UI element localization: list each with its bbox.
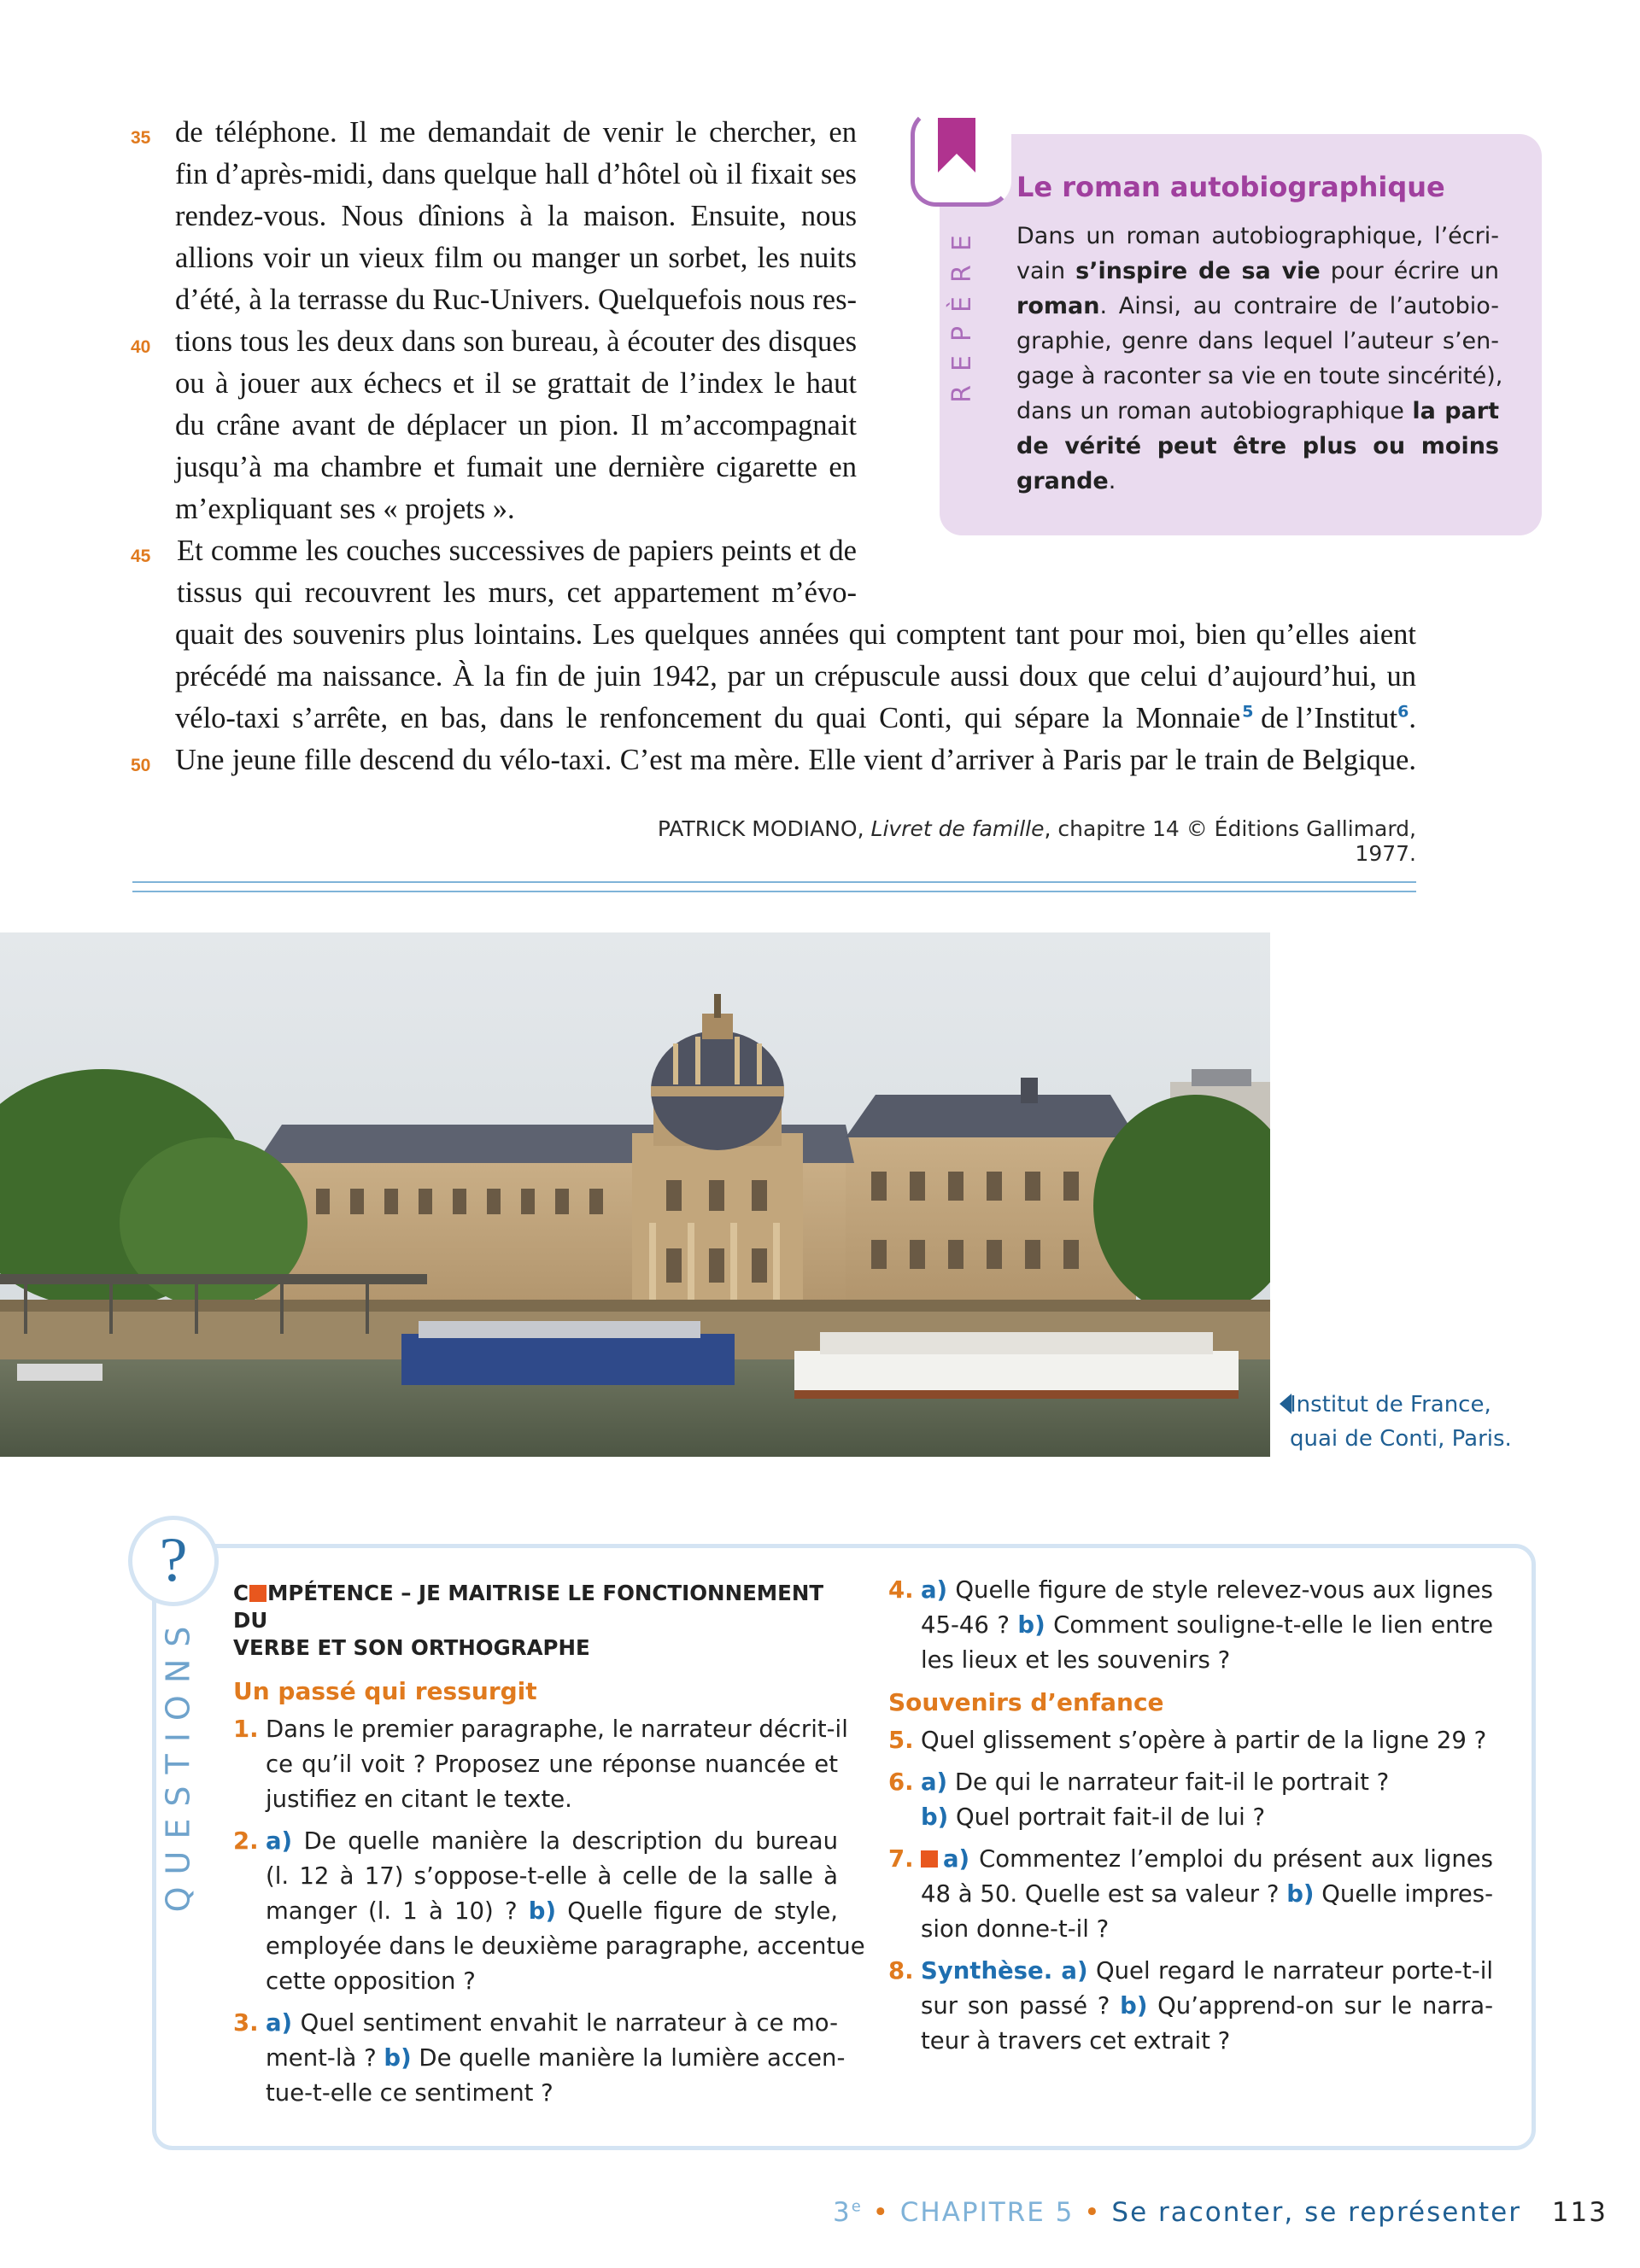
question-line: ce qu’il voit ? Proposez une réponse nuancée et xyxy=(266,1751,838,1778)
repere-emphasis: de vérité peut être plus ou moins xyxy=(1016,433,1499,459)
question-number: 6. xyxy=(888,1768,914,1796)
extract-line: précédé ma naissance. À la fin de juin 1942, par un crépuscule aussi doux que celui d’aujourd’hui, un xyxy=(175,660,1416,693)
competence-text: C xyxy=(233,1581,249,1605)
question-text: Quel portrait fait-il de lui ? xyxy=(948,1803,1266,1831)
question-line: Quel glissement s’opère à partir de la ligne 29 ? xyxy=(921,1727,1487,1754)
question-number: 7. xyxy=(888,1845,914,1873)
question-line xyxy=(921,1842,1493,1877)
divider-rule xyxy=(132,881,1416,883)
repere-text-part: . Ainsi, au contraire de l’autobio- xyxy=(1099,293,1499,319)
repere-emphasis: s’inspire de sa vie xyxy=(1075,258,1321,284)
repere-emphasis: roman xyxy=(1016,293,1100,319)
sub-question-letter: a) xyxy=(266,2009,293,2037)
extract-line-part: vélo-taxi s’arrête, en bas, dans le renfoncement du quai Conti, qui sépare la Monnaie xyxy=(175,702,1241,734)
question-text: Quelle figure de style, xyxy=(556,1897,838,1925)
question-text: De qui le narrateur fait-il le portrait ? xyxy=(947,1768,1390,1796)
question-text: Commentez l’emploi du présent aux lignes xyxy=(969,1845,1493,1873)
extract-line-tail xyxy=(1242,702,1416,735)
question-text: sur son passé ? xyxy=(921,1992,1121,2020)
question-line: justifiez en citant le texte. xyxy=(266,1786,572,1813)
questions-left-column xyxy=(233,1580,865,2118)
sub-question-letter: b) xyxy=(384,2044,412,2072)
question-line xyxy=(921,1608,1493,1643)
question-number: 1. xyxy=(233,1716,259,1743)
footnote-ref[interactable]: 5 xyxy=(1242,702,1254,722)
competence-text: VERBE ET SON ORTHOGRAPHE xyxy=(233,1635,590,1660)
question-number: 4. xyxy=(888,1576,914,1604)
question-text: Quelle figure de style relevez-vous aux lignes xyxy=(947,1576,1493,1604)
extract-line: tions tous les deux dans son bureau, à écouter des disques xyxy=(175,325,857,358)
competence-square-icon xyxy=(921,1850,938,1868)
extract-line: jusqu’à ma chambre et fumait une dernière cigarette en xyxy=(175,451,857,483)
repere-text-part: vain xyxy=(1016,258,1076,284)
sub-question-letter: b) xyxy=(1286,1880,1315,1908)
extract-line: de téléphone. Il me demandait de venir le chercher, en xyxy=(175,116,857,149)
source-credit xyxy=(598,816,1416,866)
question-line: Dans le premier paragraphe, le narrateur décrit-il xyxy=(266,1716,848,1743)
extract-line-part: . xyxy=(1409,702,1416,734)
footer-level-num: 3 xyxy=(832,2197,852,2228)
line-number: 40 xyxy=(131,337,151,357)
footnote-ref[interactable]: 6 xyxy=(1397,702,1409,722)
footer-bullet: • xyxy=(1084,2197,1112,2228)
competence-text: MPÉTENCE – JE MAITRISE LE FONCTIONNEMENT DU xyxy=(233,1581,824,1633)
sub-question-letter: a) xyxy=(266,1827,293,1855)
competence-heading xyxy=(233,1580,838,1662)
caption-line: quai de Conti, Paris. xyxy=(1290,1426,1512,1452)
bookmark-icon xyxy=(938,118,975,172)
line-number: 50 xyxy=(131,756,151,775)
page-number: 113 xyxy=(1551,2197,1608,2228)
question-line: teur à travers cet extrait ? xyxy=(921,2027,1231,2055)
question-line: tue-t-elle ce sentiment ? xyxy=(266,2079,554,2107)
question-text: Quelle impres- xyxy=(1314,1880,1493,1908)
section-heading: Un passé qui ressurgit xyxy=(233,1677,537,1705)
repere-emphasis: grande xyxy=(1016,468,1109,494)
question-line xyxy=(921,1989,1493,2024)
sub-question-letter: a) xyxy=(921,1576,948,1604)
extract-line: fin d’après-midi, dans quelque hall d’hôtel où il fixait ses xyxy=(175,158,857,190)
question-text: Quel sentiment envahit le narrateur à ce mo- xyxy=(292,2009,838,2037)
photo-caption xyxy=(1290,1388,1512,1456)
credit-rest: , chapitre 14 © Éditions Gallimard, 1977. xyxy=(1044,816,1416,866)
question-text: Qu’apprend-on sur le narra- xyxy=(1147,1992,1493,2020)
question-8 xyxy=(888,1954,1493,2059)
institut-de-france-photo xyxy=(0,932,1270,1457)
question-line xyxy=(266,2041,846,2076)
repere-emphasis: la part xyxy=(1412,398,1499,424)
divider-rule xyxy=(132,891,1416,892)
extract-line: du crâne avant de déplacer un pion. Il m’accompagnait xyxy=(175,409,857,441)
repere-line xyxy=(1016,289,1499,324)
question-line xyxy=(266,2006,838,2041)
question-1 xyxy=(233,1712,848,1817)
question-line: cette opposition ? xyxy=(266,1967,476,1995)
question-line xyxy=(921,1800,1493,1835)
repere-vertical-label xyxy=(946,213,977,410)
caption-line: Institut de France, xyxy=(1290,1392,1491,1418)
question-text: 45-46 ? xyxy=(921,1611,1018,1639)
repere-line xyxy=(1016,394,1499,429)
question-line: employée dans le deuxième paragraphe, accentue xyxy=(266,1932,865,1960)
line-number: 35 xyxy=(131,128,151,148)
questions-label: QUESTIONS xyxy=(159,1614,197,1913)
footer-bullet: • xyxy=(872,2197,900,2228)
question-text: De quelle manière la lumière accen- xyxy=(411,2044,846,2072)
footer-chapter: CHAPITRE 5 xyxy=(899,2197,1075,2228)
question-text: De quelle manière la description du bureau xyxy=(292,1827,838,1855)
question-line xyxy=(921,1954,1493,1989)
sub-question-letter: b) xyxy=(1120,1992,1148,2020)
question-7 xyxy=(888,1842,1493,1947)
repere-line xyxy=(1016,254,1499,289)
questions-right-column xyxy=(888,1573,1493,2066)
page-footer xyxy=(833,2197,1608,2228)
sub-question-letter: a) xyxy=(921,1768,948,1796)
questions-vertical-label xyxy=(156,1605,199,1921)
extract-line-part: de l’Institut xyxy=(1253,702,1398,734)
question-line xyxy=(921,1877,1493,1912)
repere-line xyxy=(1016,464,1499,499)
question-line xyxy=(921,1573,1493,1608)
question-line: les lieux et les souvenirs ? xyxy=(921,1646,1231,1674)
line-number: 45 xyxy=(131,547,151,566)
credit-title: Livret de famille xyxy=(870,816,1045,841)
repere-line: gage à raconter sa vie en toute sincérité), xyxy=(1016,363,1503,389)
question-text: 48 à 50. Quelle est sa valeur ? xyxy=(921,1880,1287,1908)
question-text: Quel regard le narrateur porte-t-il xyxy=(1087,1957,1493,1984)
footer-chapter-title: Se raconter, se représenter xyxy=(1111,2197,1521,2228)
question-number: 2. xyxy=(233,1827,259,1855)
extract-line: m’expliquant ses « projets ». xyxy=(175,493,515,525)
extract-line xyxy=(175,702,1416,735)
sub-question-letter: a) xyxy=(943,1845,970,1873)
extract-line: allions voir un vieux film ou manger un sorbet, les nuits xyxy=(175,242,857,274)
question-number: 3. xyxy=(233,2009,259,2037)
sub-question-letter: b) xyxy=(921,1803,949,1831)
extract-line: quait des souvenirs plus lointains. Les quelques années qui comptent tant pour moi, bien qu’elles aient xyxy=(175,618,1416,651)
repere-label: REPÈRE xyxy=(946,220,977,403)
question-number: 8. xyxy=(888,1957,914,1984)
repere-text xyxy=(1016,219,1503,499)
question-text: manger (l. 1 à 10) ? xyxy=(266,1897,529,1925)
footer-level xyxy=(833,2197,863,2228)
question-line xyxy=(266,1824,838,1859)
repere-text-part: dans un roman autobiographique xyxy=(1016,398,1413,424)
question-line: (l. 12 à 17) s’oppose-t-elle à celle de la salle à xyxy=(266,1862,838,1890)
credit-author: PATRICK MODIANO, xyxy=(657,816,871,841)
repere-title: Le roman autobiographique xyxy=(1016,171,1445,203)
extract-line: ou à jouer aux échecs et il se grattait de l’index le haut xyxy=(175,367,857,400)
extract-line: tissus qui recouvrent les murs, cet appartement m’évo- xyxy=(177,576,857,609)
question-line: sion donne-t-il ? xyxy=(921,1915,1110,1943)
question-line xyxy=(266,1894,838,1929)
footer-level-sup: e xyxy=(851,2197,863,2216)
question-text: ment-là ? xyxy=(266,2044,384,2072)
question-6 xyxy=(888,1765,1493,1835)
question-number: 5. xyxy=(888,1727,914,1754)
extract-line: d’été, à la terrasse du Ruc-Univers. Quelquefois nous res- xyxy=(175,284,857,316)
repere-line xyxy=(1016,429,1499,464)
sub-question-letter: b) xyxy=(528,1897,557,1925)
question-2 xyxy=(233,1824,865,1999)
question-mark-icon: ? xyxy=(159,1525,188,1595)
question-text: Comment souligne-t-elle le lien entre xyxy=(1045,1611,1493,1639)
question-5 xyxy=(888,1723,1493,1758)
repere-text-part: . xyxy=(1108,468,1116,494)
question-line xyxy=(921,1765,1493,1800)
repere-line: Dans un roman autobiographique, l’écri- xyxy=(1016,223,1499,249)
section-heading: Souvenirs d’enfance xyxy=(888,1688,1164,1716)
repere-text-part: pour écrire un xyxy=(1320,258,1499,284)
extract-line: rendez-vous. Nous dînions à la maison. Ensuite, nous xyxy=(175,200,857,232)
repere-line: graphie, genre dans lequel l’auteur s’en- xyxy=(1016,328,1499,354)
competence-square-icon xyxy=(249,1585,266,1602)
extract-line: Une jeune fille descend du vélo-taxi. C’est ma mère. Elle vient d’arriver à Paris par le train de Belgique. xyxy=(175,744,1416,776)
extract-line: Et comme les couches successives de papiers peints et de xyxy=(177,535,857,567)
question-3 xyxy=(233,2006,846,2111)
sub-question-letter: b) xyxy=(1017,1611,1046,1639)
synthese-label: Synthèse. a) xyxy=(921,1957,1088,1984)
question-4 xyxy=(888,1573,1493,1678)
